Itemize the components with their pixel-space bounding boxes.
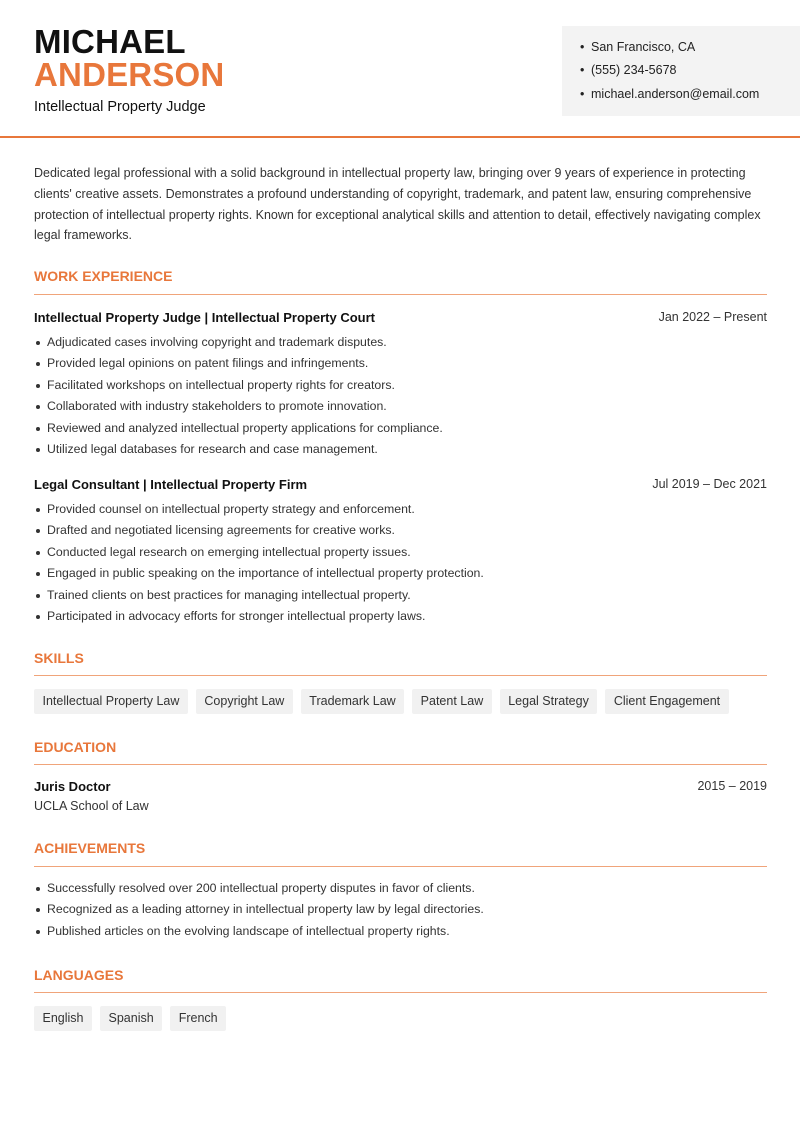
list-item: Reviewed and analyzed intellectual property applications for compliance. xyxy=(34,418,764,439)
list-item: Recognized as a leading attorney in intellectual property law by legal directories. xyxy=(34,899,764,920)
first-name: MICHAEL xyxy=(34,23,186,60)
section-divider xyxy=(34,764,767,765)
section-title-education: EDUCATION xyxy=(34,739,117,755)
contact-phone xyxy=(580,63,676,77)
education-school: UCLA School of Law xyxy=(34,799,149,813)
profile-summary: Dedicated legal professional with a solid background in intellectual property law, bringing over 9 years of experience in protecting clients' creative assets. Demonstrates a profound understanding of copyright, trademark, and patent law, ensuring comprehensive protection of intellectual property rights. Known for exceptional analytical skills and attention to detail, effectively navigating complex legal frameworks. xyxy=(34,166,761,243)
section-title-achievements: ACHIEVEMENTS xyxy=(34,840,146,856)
language-tag: English xyxy=(34,1006,92,1031)
list-item: Drafted and negotiated licensing agreements for creative works. xyxy=(34,520,764,541)
language-tag: French xyxy=(170,1006,226,1031)
bullet-icon: • xyxy=(580,40,585,54)
list-item: Conducted legal research on emerging intellectual property issues. xyxy=(34,542,764,563)
job-heading: Intellectual Property Judge | Intellectual Property Court xyxy=(34,310,375,325)
job-bullets xyxy=(34,499,764,627)
list-item: Adjudicated cases involving copyright and trademark disputes. xyxy=(34,332,764,353)
list-item: Utilized legal databases for research and case management. xyxy=(34,439,764,460)
bullet-icon: • xyxy=(580,63,585,77)
section-divider xyxy=(34,992,767,993)
list-item: Participated in advocacy efforts for stronger intellectual property laws. xyxy=(34,606,764,627)
list-item: Facilitated workshops on intellectual property rights for creators. xyxy=(34,375,764,396)
skill-tag: Trademark Law xyxy=(301,689,404,714)
bullet-icon: • xyxy=(580,87,585,101)
contact-phone-text: (555) 234-5678 xyxy=(591,63,677,77)
job-bullets xyxy=(34,332,764,460)
list-item: Successfully resolved over 200 intellectual property disputes in favor of clients. xyxy=(34,878,764,899)
languages-list xyxy=(34,1006,226,1031)
list-item: Provided counsel on intellectual property strategy and enforcement. xyxy=(34,499,764,520)
contact-location-text: San Francisco, CA xyxy=(591,40,696,54)
skills-list xyxy=(34,689,729,714)
list-item: Published articles on the evolving landscape of intellectual property rights. xyxy=(34,921,764,942)
education-dates: 2015 – 2019 xyxy=(697,779,767,793)
contact-email-text: michael.anderson@email.com xyxy=(591,87,760,101)
language-tag: Spanish xyxy=(100,1006,162,1031)
last-name: ANDERSON xyxy=(34,56,225,93)
list-item: Trained clients on best practices for managing intellectual property. xyxy=(34,585,764,606)
section-title-work: WORK EXPERIENCE xyxy=(34,268,173,284)
job-title: Intellectual Property Judge xyxy=(34,99,206,115)
contact-email xyxy=(580,87,759,101)
skill-tag: Copyright Law xyxy=(196,689,293,714)
section-title-skills: SKILLS xyxy=(34,650,84,666)
skill-tag: Patent Law xyxy=(412,689,492,714)
list-item: Engaged in public speaking on the importance of intellectual property protection. xyxy=(34,563,764,584)
job-dates: Jan 2022 – Present xyxy=(658,310,767,324)
section-divider xyxy=(34,294,767,295)
section-divider xyxy=(34,675,767,676)
education-degree: Juris Doctor xyxy=(34,779,111,794)
achievements-list xyxy=(34,878,764,942)
skill-tag: Legal Strategy xyxy=(500,689,598,714)
contact-box xyxy=(562,26,800,116)
job-heading: Legal Consultant | Intellectual Property Firm xyxy=(34,477,308,492)
list-item: Collaborated with industry stakeholders to promote innovation. xyxy=(34,396,764,417)
job-dates: Jul 2019 – Dec 2021 xyxy=(652,477,767,491)
skill-tag: Intellectual Property Law xyxy=(34,689,188,714)
contact-location xyxy=(580,40,695,54)
list-item: Provided legal opinions on patent filings and infringements. xyxy=(34,353,764,374)
section-title-languages: LANGUAGES xyxy=(34,967,124,983)
resume-header xyxy=(0,0,800,138)
skill-tag: Client Engagement xyxy=(605,689,728,714)
section-divider xyxy=(34,866,767,867)
